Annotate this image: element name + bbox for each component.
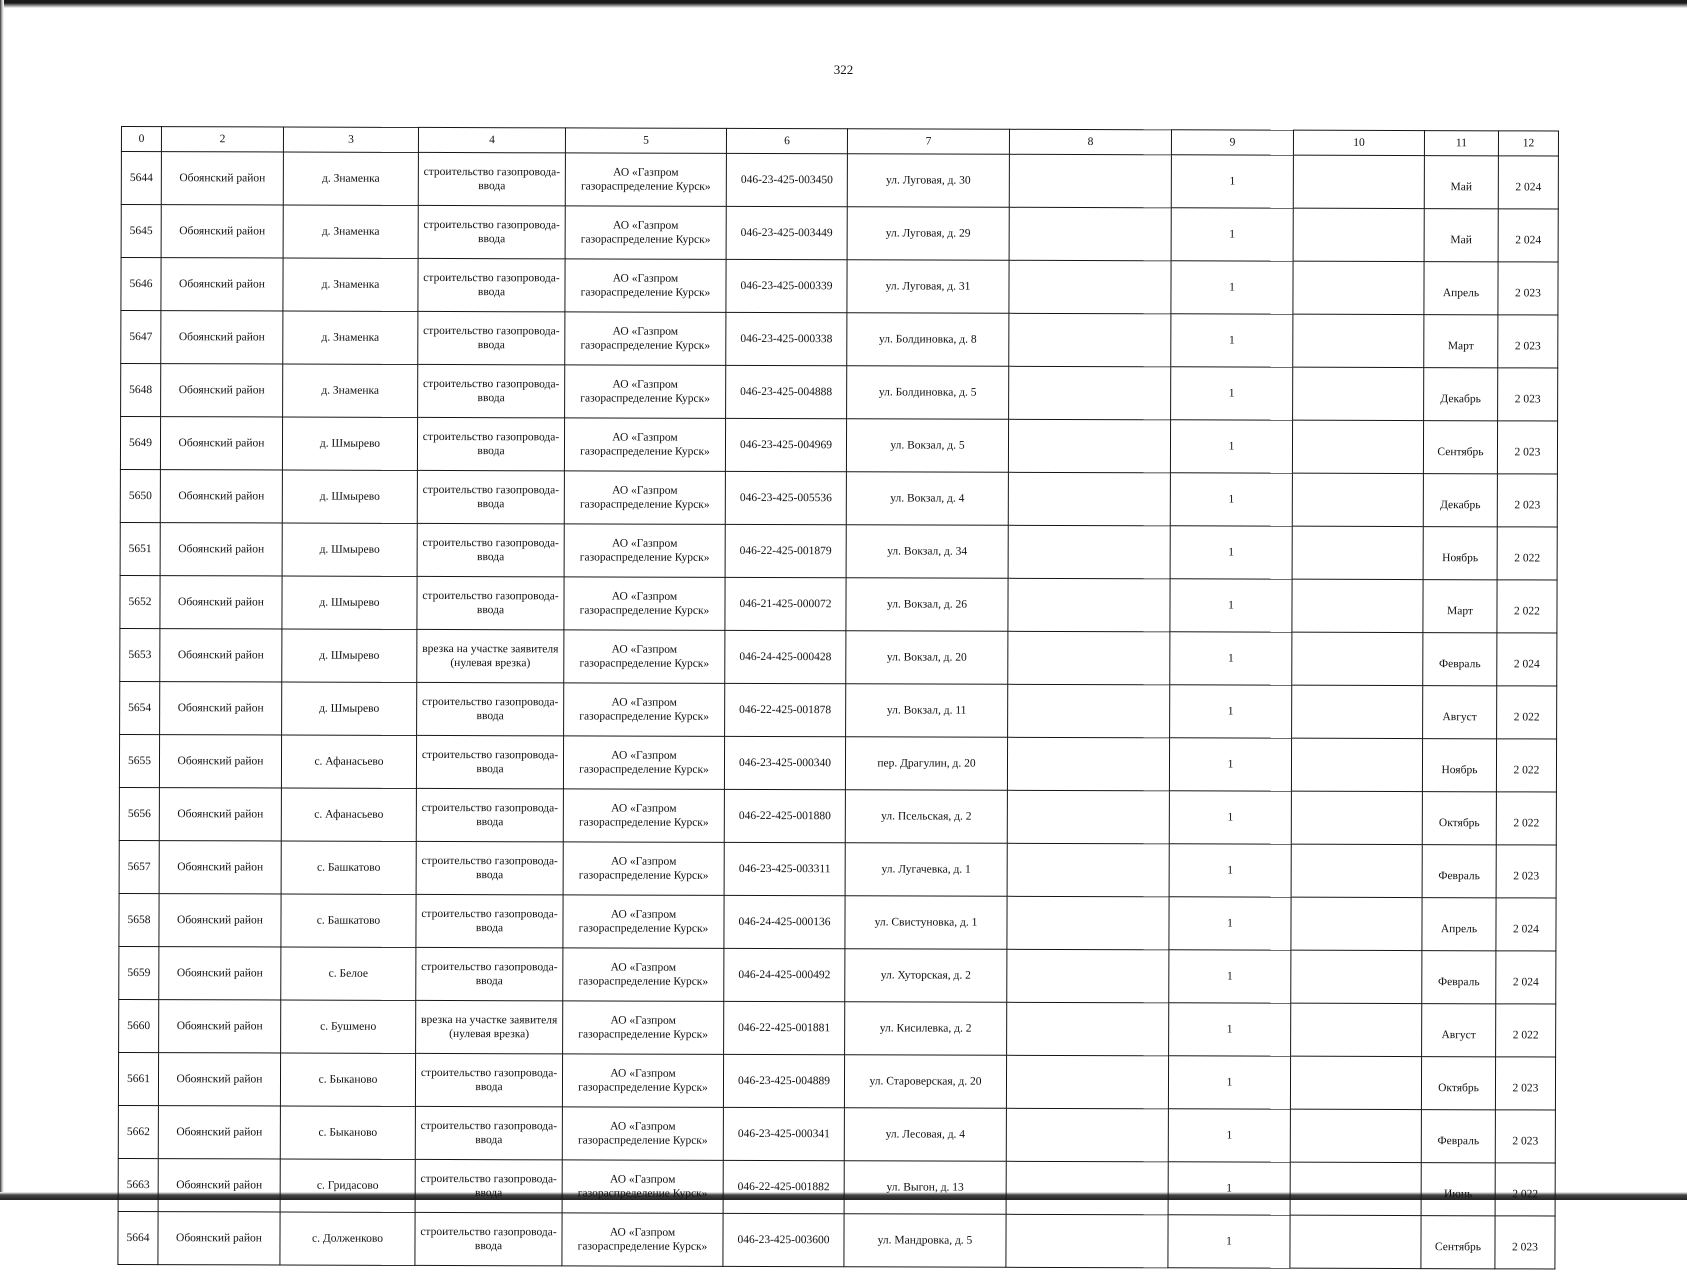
table-row: [120, 417, 1557, 475]
work-type-cell: врезка на участке заявителя (нулевая врезка): [416, 1000, 563, 1053]
locality-cell: д. Шмырево: [282, 629, 417, 682]
code-cell: 046-22-425-001878: [725, 683, 846, 736]
locality-cell: д. Знаменка: [283, 152, 418, 205]
district-cell: Обоянский район: [159, 1000, 281, 1053]
column-header: 6: [726, 128, 847, 153]
column-8-cell: [1007, 1002, 1169, 1056]
column-8-cell: [1008, 578, 1170, 632]
column-header: 0: [121, 127, 161, 152]
district-cell: Обоянский район: [160, 523, 282, 576]
organization-cell: АО «Газпром газораспределение Курск»: [563, 736, 724, 790]
address-cell: ул. Луговая, д. 29: [847, 207, 1009, 261]
table-row: [119, 946, 1556, 1004]
column-10-cell: [1293, 261, 1424, 314]
year-cell: 2 022: [1496, 739, 1556, 792]
work-type-cell: строительство газопровода-ввода: [416, 788, 563, 841]
row-number-cell: 5657: [119, 840, 159, 893]
locality-cell: с. Долженково: [280, 1212, 415, 1265]
row-number-cell: 5645: [121, 205, 161, 258]
column-9-cell: 1: [1171, 261, 1293, 314]
month-cell: Сентябрь: [1423, 421, 1497, 474]
locality-cell: с. Белое: [281, 947, 416, 1000]
district-cell: Обоянский район: [161, 258, 283, 311]
district-cell: Обоянский район: [160, 576, 282, 629]
district-cell: Обоянский район: [160, 682, 282, 735]
work-type-cell: строительство газопровода-ввода: [416, 735, 563, 788]
code-cell: 046-23-425-000338: [726, 312, 847, 365]
district-cell: Обоянский район: [158, 1053, 280, 1106]
column-10-cell: [1291, 738, 1422, 791]
row-number-cell: 5653: [120, 628, 160, 681]
work-type-cell: строительство газопровода-ввода: [416, 894, 563, 947]
month-cell: Февраль: [1421, 1110, 1495, 1163]
work-type-cell: строительство газопровода-ввода: [418, 205, 565, 258]
locality-cell: д. Шмырево: [282, 470, 417, 523]
organization-cell: АО «Газпром газораспределение Курск»: [563, 842, 724, 896]
row-number-cell: 5664: [118, 1211, 158, 1264]
column-8-cell: [1009, 313, 1171, 367]
column-9-cell: 1: [1170, 420, 1292, 473]
year-cell: 2 022: [1497, 527, 1557, 580]
address-cell: ул. Луговая, д. 30: [847, 154, 1009, 208]
year-cell: 2 023: [1498, 262, 1558, 315]
work-type-cell: строительство газопровода-ввода: [417, 470, 564, 523]
district-cell: Обоянский район: [161, 364, 283, 417]
row-number-cell: 5658: [119, 893, 159, 946]
column-10-cell: [1292, 579, 1423, 632]
district-cell: Обоянский район: [161, 311, 283, 364]
organization-cell: АО «Газпром газораспределение Курск»: [564, 683, 725, 737]
code-cell: 046-23-425-003449: [726, 206, 847, 259]
address-cell: ул. Болдиновка, д. 8: [847, 313, 1009, 367]
row-number-cell: 5651: [120, 522, 160, 575]
locality-cell: с. Афанасьево: [281, 788, 416, 841]
column-10-cell: [1293, 314, 1424, 367]
address-cell: ул. Староверская, д. 20: [844, 1055, 1006, 1109]
column-10-cell: [1293, 208, 1424, 261]
district-cell: Обоянский район: [159, 788, 281, 841]
year-cell: 2 023: [1495, 1057, 1555, 1110]
column-9-cell: 1: [1171, 367, 1293, 420]
column-9-cell: 1: [1170, 632, 1292, 685]
column-8-cell: [1009, 207, 1171, 261]
column-9-cell: 1: [1168, 1215, 1290, 1268]
month-cell: Сентябрь: [1421, 1216, 1495, 1269]
month-cell: Август: [1423, 686, 1497, 739]
column-8-cell: [1006, 1055, 1168, 1109]
code-cell: 046-21-425-000072: [725, 577, 846, 630]
address-cell: пер. Драгулин, д. 20: [845, 737, 1007, 791]
month-cell: Декабрь: [1424, 368, 1498, 421]
locality-cell: д. Знаменка: [283, 364, 418, 417]
month-cell: Май: [1424, 156, 1498, 209]
work-type-cell: строительство газопровода-ввода: [417, 523, 564, 576]
column-8-cell: [1006, 1214, 1168, 1268]
month-cell: Апрель: [1424, 262, 1498, 315]
address-cell: ул. Вокзал, д. 11: [846, 684, 1008, 738]
scan-edge-left: [0, 0, 4, 1200]
code-cell: 046-22-425-001882: [723, 1160, 844, 1213]
year-cell: 2 023: [1495, 1110, 1555, 1163]
code-cell: 046-23-425-005536: [725, 471, 846, 524]
column-10-cell: [1291, 950, 1422, 1003]
column-8-cell: [1009, 366, 1171, 420]
column-8-cell: [1009, 154, 1171, 208]
district-cell: Обоянский район: [161, 152, 283, 205]
table-row: [121, 364, 1558, 422]
address-cell: ул. Псельская, д. 2: [845, 790, 1007, 844]
district-cell: Обоянский район: [159, 947, 281, 1000]
column-8-cell: [1008, 631, 1170, 685]
district-cell: Обоянский район: [158, 1106, 280, 1159]
code-cell: 046-23-425-003450: [726, 153, 847, 206]
column-8-cell: [1009, 260, 1171, 314]
table-row: [118, 1052, 1555, 1110]
district-cell: Обоянский район: [161, 205, 283, 258]
table-row: [120, 575, 1557, 633]
column-9-cell: 1: [1170, 473, 1292, 526]
column-header: 7: [847, 129, 1009, 155]
column-8-cell: [1008, 472, 1170, 526]
organization-cell: АО «Газпром газораспределение Курск»: [562, 1160, 723, 1214]
organization-cell: АО «Газпром газораспределение Курск»: [564, 524, 725, 578]
table-row: [119, 999, 1556, 1057]
month-cell: Июнь: [1421, 1163, 1495, 1216]
column-10-cell: [1292, 473, 1423, 526]
district-cell: Обоянский район: [159, 894, 281, 947]
code-cell: 046-23-425-003311: [724, 842, 845, 895]
scan-edge-top: [0, 0, 1687, 8]
work-type-cell: строительство газопровода-ввода: [415, 1106, 562, 1159]
column-9-cell: 1: [1169, 950, 1291, 1003]
column-9-cell: 1: [1169, 844, 1291, 897]
column-9-cell: 1: [1171, 155, 1293, 208]
organization-cell: АО «Газпром газораспределение Курск»: [562, 1107, 723, 1161]
column-8-cell: [1007, 737, 1169, 791]
column-header: 5: [565, 128, 726, 154]
month-cell: Апрель: [1422, 898, 1496, 951]
month-cell: Март: [1424, 315, 1498, 368]
locality-cell: д. Знаменка: [283, 205, 418, 258]
column-header: 11: [1424, 131, 1498, 156]
column-header: 10: [1293, 130, 1424, 155]
column-9-cell: 1: [1168, 1109, 1290, 1162]
column-10-cell: [1291, 844, 1422, 897]
month-cell: Август: [1422, 1004, 1496, 1057]
month-cell: Ноябрь: [1422, 739, 1496, 792]
address-cell: ул. Кисилевка, д. 2: [845, 1002, 1007, 1056]
month-cell: Март: [1423, 580, 1497, 633]
gas-connection-table: [117, 126, 1559, 1270]
table-row: [121, 152, 1558, 210]
organization-cell: АО «Газпром газораспределение Курск»: [564, 630, 725, 684]
month-cell: Октябрь: [1422, 792, 1496, 845]
column-header: 4: [418, 127, 565, 152]
column-9-cell: 1: [1170, 526, 1292, 579]
table-row: [120, 522, 1557, 580]
month-cell: Февраль: [1422, 951, 1496, 1004]
work-type-cell: строительство газопровода-ввода: [416, 841, 563, 894]
column-9-cell: 1: [1170, 685, 1292, 738]
column-8-cell: [1006, 1108, 1168, 1162]
row-number-cell: 5646: [121, 258, 161, 311]
organization-cell: АО «Газпром газораспределение Курск»: [565, 312, 726, 366]
table-row: [119, 734, 1556, 792]
code-cell: 046-22-425-001879: [725, 524, 846, 577]
year-cell: 2 024: [1496, 898, 1556, 951]
locality-cell: с. Гридасово: [280, 1159, 415, 1212]
organization-cell: АО «Газпром газораспределение Курск»: [563, 789, 724, 843]
code-cell: 046-23-425-000339: [726, 259, 847, 312]
code-cell: 046-23-425-003600: [723, 1213, 844, 1266]
code-cell: 046-23-425-004889: [723, 1054, 844, 1107]
row-number-cell: 5647: [121, 311, 161, 364]
address-cell: ул. Вокзал, д. 26: [846, 578, 1008, 632]
locality-cell: д. Шмырево: [282, 417, 417, 470]
column-10-cell: [1290, 1215, 1421, 1268]
work-type-cell: строительство газопровода-ввода: [418, 364, 565, 417]
code-cell: 046-23-425-004969: [725, 418, 846, 471]
work-type-cell: строительство газопровода-ввода: [417, 682, 564, 735]
district-cell: Обоянский район: [158, 1159, 280, 1212]
column-10-cell: [1290, 1109, 1421, 1162]
column-header: 12: [1498, 131, 1558, 156]
locality-cell: с. Башкатово: [281, 894, 416, 947]
table-row: [119, 840, 1556, 898]
column-8-cell: [1008, 684, 1170, 738]
column-10-cell: [1290, 1056, 1421, 1109]
column-9-cell: 1: [1171, 208, 1293, 261]
column-8-cell: [1006, 1161, 1168, 1215]
locality-cell: д. Знаменка: [283, 311, 418, 364]
locality-cell: д. Шмырево: [282, 523, 417, 576]
code-cell: 046-24-425-000136: [724, 895, 845, 948]
year-cell: 2 023: [1495, 1216, 1555, 1269]
locality-cell: д. Шмырево: [282, 576, 417, 629]
organization-cell: АО «Газпром газораспределение Курск»: [563, 1001, 724, 1055]
column-9-cell: 1: [1169, 738, 1291, 791]
organization-cell: АО «Газпром газораспределение Курск»: [564, 418, 725, 472]
address-cell: ул. Вокзал, д. 5: [846, 419, 1008, 473]
month-cell: Май: [1424, 209, 1498, 262]
column-8-cell: [1008, 419, 1170, 473]
address-cell: ул. Выгон, д. 13: [844, 1161, 1006, 1215]
work-type-cell: строительство газопровода-ввода: [418, 152, 565, 205]
column-header: 8: [1009, 129, 1171, 155]
work-type-cell: строительство газопровода-ввода: [418, 258, 565, 311]
code-cell: 046-23-425-004888: [726, 365, 847, 418]
code-cell: 046-22-425-001881: [724, 1001, 845, 1054]
row-number-cell: 5648: [121, 364, 161, 417]
year-cell: 2 022: [1496, 792, 1556, 845]
column-header: 2: [161, 127, 283, 152]
address-cell: ул. Лугачевка, д. 1: [845, 843, 1007, 897]
column-8-cell: [1007, 790, 1169, 844]
table-row: [118, 1211, 1555, 1269]
column-8-cell: [1007, 843, 1169, 897]
locality-cell: с. Бушмено: [281, 1000, 416, 1053]
row-number-cell: 5660: [119, 999, 159, 1052]
year-cell: 2 023: [1498, 315, 1558, 368]
work-type-cell: строительство газопровода-ввода: [418, 311, 565, 364]
address-cell: ул. Вокзал, д. 4: [846, 472, 1008, 526]
column-10-cell: [1292, 632, 1423, 685]
organization-cell: АО «Газпром газораспределение Курск»: [562, 1213, 723, 1267]
month-cell: Ноябрь: [1423, 527, 1497, 580]
code-cell: 046-24-425-000492: [724, 948, 845, 1001]
row-number-cell: 5652: [120, 575, 160, 628]
month-cell: Октябрь: [1421, 1057, 1495, 1110]
column-10-cell: [1292, 526, 1423, 579]
table-row: [121, 258, 1558, 316]
year-cell: 2 023: [1498, 368, 1558, 421]
column-10-cell: [1290, 1162, 1421, 1215]
column-8-cell: [1007, 896, 1169, 950]
locality-cell: с. Быканово: [280, 1106, 415, 1159]
organization-cell: АО «Газпром газораспределение Курск»: [564, 577, 725, 631]
work-type-cell: строительство газопровода-ввода: [415, 1159, 562, 1212]
year-cell: 2 022: [1497, 580, 1557, 633]
table-row: [121, 311, 1558, 369]
row-number-cell: 5650: [120, 469, 160, 522]
column-9-cell: 1: [1168, 1162, 1290, 1215]
month-cell: Февраль: [1422, 845, 1496, 898]
code-cell: 046-24-425-000428: [725, 630, 846, 683]
year-cell: 2 023: [1497, 421, 1557, 474]
address-cell: ул. Лесовая, д. 4: [844, 1108, 1006, 1162]
column-9-cell: 1: [1169, 1003, 1291, 1056]
address-cell: ул. Хуторская, д. 2: [845, 949, 1007, 1003]
table-row: [119, 787, 1556, 845]
work-type-cell: строительство газопровода-ввода: [417, 417, 564, 470]
organization-cell: АО «Газпром газораспределение Курск»: [565, 153, 726, 207]
column-8-cell: [1007, 949, 1169, 1003]
row-number-cell: 5661: [118, 1052, 158, 1105]
table-row: [120, 469, 1557, 527]
address-cell: ул. Луговая, д. 31: [847, 260, 1009, 314]
work-type-cell: строительство газопровода-ввода: [415, 1212, 562, 1265]
work-type-cell: врезка на участке заявителя (нулевая врезка): [417, 629, 564, 682]
column-10-cell: [1291, 1003, 1422, 1056]
column-header: 3: [283, 127, 418, 152]
row-number-cell: 5649: [120, 417, 160, 470]
address-cell: ул. Болдиновка, д. 5: [847, 366, 1009, 420]
row-number-cell: 5654: [120, 681, 160, 734]
column-9-cell: 1: [1169, 897, 1291, 950]
table-row: [121, 205, 1558, 263]
code-cell: 046-22-425-001880: [724, 789, 845, 842]
district-cell: Обоянский район: [159, 735, 281, 788]
organization-cell: АО «Газпром газораспределение Курск»: [565, 365, 726, 419]
column-9-cell: 1: [1168, 1056, 1290, 1109]
year-cell: 2 022: [1495, 1163, 1555, 1216]
column-9-cell: 1: [1169, 791, 1291, 844]
locality-cell: с. Афанасьево: [281, 735, 416, 788]
year-cell: 2 022: [1497, 686, 1557, 739]
year-cell: 2 024: [1496, 951, 1556, 1004]
column-10-cell: [1293, 367, 1424, 420]
locality-cell: с. Башкатово: [281, 841, 416, 894]
address-cell: ул. Свистуновка, д. 1: [845, 896, 1007, 950]
row-number-cell: 5644: [121, 152, 161, 205]
work-type-cell: строительство газопровода-ввода: [417, 576, 564, 629]
month-cell: Декабрь: [1423, 474, 1497, 527]
year-cell: 2 024: [1497, 633, 1557, 686]
row-number-cell: 5656: [119, 787, 159, 840]
row-number-cell: 5655: [119, 734, 159, 787]
locality-cell: д. Шмырево: [282, 682, 417, 735]
year-cell: 2 023: [1496, 845, 1556, 898]
table-row: [118, 1158, 1555, 1216]
page-number: 322: [833, 62, 854, 77]
address-cell: ул. Вокзал, д. 34: [846, 525, 1008, 579]
column-8-cell: [1008, 525, 1170, 579]
table-row: [118, 1105, 1555, 1163]
organization-cell: АО «Газпром газораспределение Курск»: [563, 895, 724, 949]
locality-cell: с. Быканово: [280, 1053, 415, 1106]
work-type-cell: строительство газопровода-ввода: [415, 1053, 562, 1106]
year-cell: 2 024: [1498, 156, 1558, 209]
district-cell: Обоянский район: [160, 470, 282, 523]
organization-cell: АО «Газпром газораспределение Курск»: [563, 948, 724, 1002]
organization-cell: АО «Газпром газораспределение Курск»: [565, 259, 726, 313]
address-cell: ул. Вокзал, д. 20: [846, 631, 1008, 685]
row-number-cell: 5659: [119, 946, 159, 999]
row-number-cell: 5663: [118, 1158, 158, 1211]
column-header: 9: [1171, 130, 1293, 155]
code-cell: 046-23-425-000341: [723, 1107, 844, 1160]
column-9-cell: 1: [1171, 314, 1293, 367]
table-row: [120, 681, 1557, 739]
district-cell: Обоянский район: [160, 417, 282, 470]
table-row: [119, 893, 1556, 951]
table-row: [120, 628, 1557, 686]
locality-cell: д. Знаменка: [283, 258, 418, 311]
column-10-cell: [1291, 791, 1422, 844]
column-10-cell: [1292, 685, 1423, 738]
column-10-cell: [1291, 897, 1422, 950]
code-cell: 046-23-425-000340: [724, 736, 845, 789]
organization-cell: АО «Газпром газораспределение Курск»: [565, 206, 726, 260]
district-cell: Обоянский район: [159, 841, 281, 894]
month-cell: Февраль: [1423, 633, 1497, 686]
organization-cell: АО «Газпром газораспределение Курск»: [564, 471, 725, 525]
year-cell: 2 024: [1498, 209, 1558, 262]
work-type-cell: строительство газопровода-ввода: [416, 947, 563, 1000]
column-10-cell: [1292, 420, 1423, 473]
district-cell: Обоянский район: [160, 629, 282, 682]
column-10-cell: [1293, 155, 1424, 208]
address-cell: ул. Мандровка, д. 5: [844, 1214, 1006, 1268]
column-9-cell: 1: [1170, 579, 1292, 632]
district-cell: Обоянский район: [158, 1212, 280, 1265]
year-cell: 2 023: [1497, 474, 1557, 527]
year-cell: 2 022: [1496, 1004, 1556, 1057]
row-number-cell: 5662: [118, 1105, 158, 1158]
organization-cell: АО «Газпром газораспределение Курск»: [562, 1054, 723, 1108]
